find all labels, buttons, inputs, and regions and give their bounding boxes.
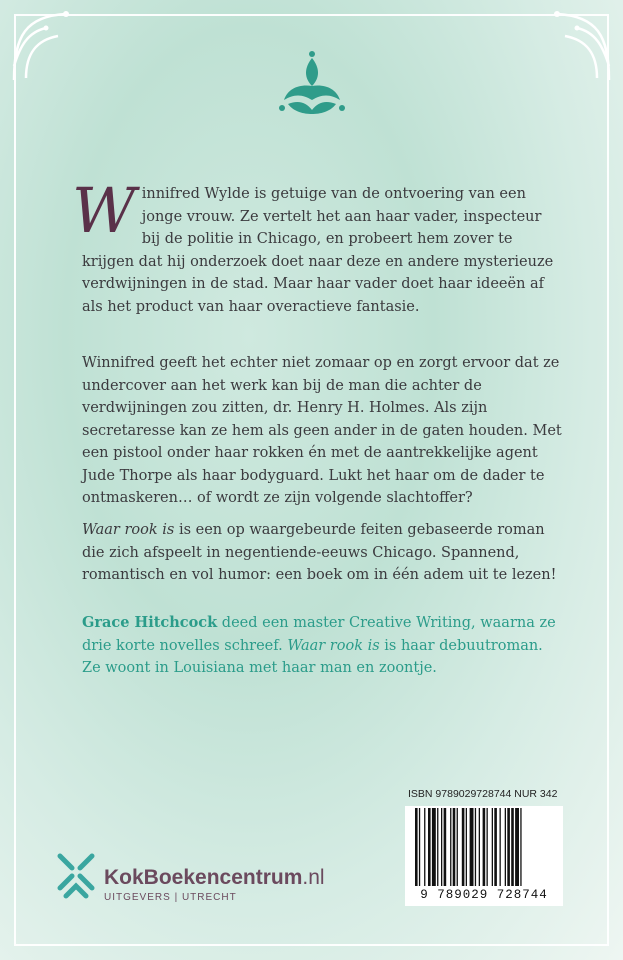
blurb-text-1: innifred Wylde is getuige van de ontvoering van een jonge vrouw. Ze vertelt het aan haar vader, inspecteur bij de politie in Chicago, en probeert hem zover te krijgen dat hij onderzoek doet naar deze en andere mysterieuze verdwijningen in de stad. Maar haar vader doet haar ideeën af als het product van haar overactieve fantasie.	[82, 186, 554, 315]
author-name: Grace Hitchcock	[82, 614, 218, 631]
blurb-text-2: Winnifred geeft het echter niet zomaar op en zorgt ervoor dat ze undercover aan het werk kan bij de man die achter de verdwijningen zou zitten, dr. Henry H. Holmes. Als zijn secretaresse kan ze hem als geen ander in de gaten houden. Met een pistool onder haar rokken én met de aantrekkelijke agent Jude Thorpe als haar bodyguard. Lukt het haar om de dader te ontmaskeren… of wordt ze zijn volgende slachtoffer?	[82, 355, 562, 506]
barcode-digits: 9 789029 728744	[420, 888, 548, 902]
publisher-subtitle: UITGEVERS | UTRECHT	[104, 892, 237, 903]
floral-ornament-icon	[274, 48, 350, 118]
blurb-paragraph-1	[72, 174, 562, 318]
author-bio-b: is haar debuutroman. Ze woont in Louisiana met haar man en zoontje.	[82, 637, 543, 676]
blurb-paragraph-2	[82, 352, 562, 510]
author-bio-title: Waar rook is	[287, 637, 380, 654]
author-bio	[82, 612, 562, 680]
blurb-paragraph-3	[82, 519, 562, 587]
corner-flourish-icon	[537, 6, 617, 86]
publisher-logo-icon	[56, 846, 96, 906]
corner-flourish-icon	[6, 6, 86, 86]
isbn-line: ISBN 9789029728744 NUR 342	[408, 788, 558, 800]
barcode-bars-icon	[415, 808, 553, 888]
publisher-name	[104, 866, 325, 890]
barcode	[405, 806, 563, 906]
publisher-name-tld: .nl	[302, 866, 325, 889]
drop-cap: W	[72, 174, 136, 247]
book-title: Waar rook is	[82, 522, 175, 538]
publisher-name-bold: KokBoekencentrum	[104, 866, 303, 889]
author-bio-a: deed een master Creative Writing, waarna ze drie korte novelles schreef.	[82, 615, 556, 654]
blurb-text-3: is een op waargebeurde feiten gebaseerde roman die zich afspeelt in negentiende-eeuws Chicago. Spannend, romantisch en vol humor: een boek om in één adem uit te lezen!	[82, 522, 557, 583]
